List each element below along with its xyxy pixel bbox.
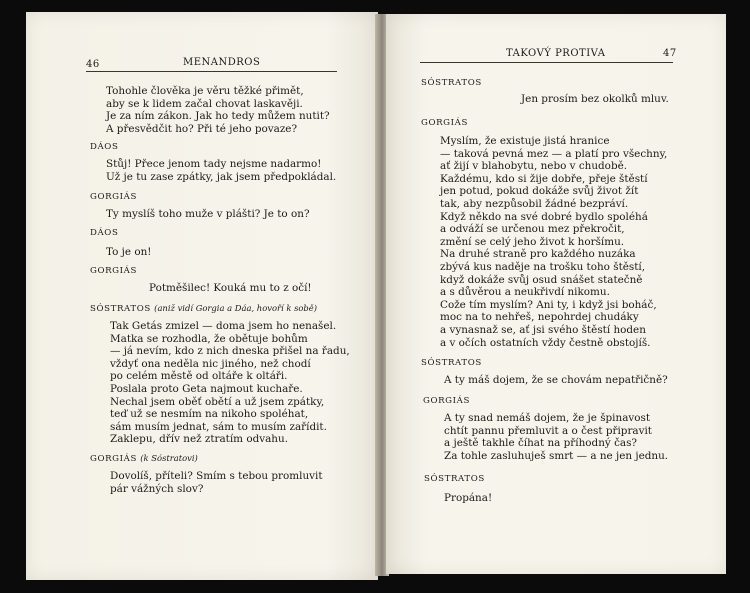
left-speech-1 (106, 85, 330, 135)
speaker-label: SÓSTRATOS (421, 78, 482, 88)
text-line: Poslala proto Geta najmout kuchaře. (110, 382, 303, 395)
speaker-label: DÁOS (90, 142, 119, 152)
speaker-label: SÓSTRATOS (421, 358, 482, 368)
text-line: Už je tu zase zpátky, jak jsem předpokládal. (106, 170, 337, 183)
text-line: a v očích ostatních vždy čestně obstojíš. (440, 336, 651, 349)
text-line: Nechal jsem oběť obětí a už jsem zpátky, (110, 395, 325, 408)
left-speech-7 (110, 470, 323, 495)
text-line: a s důvěrou a neukřivdí nikomu. (440, 286, 610, 299)
text-line: teď už se nesmím na nikoho spoléhat, (110, 408, 309, 421)
text-line: Tak Getás zmizel — doma jsem ho nenašel. (110, 320, 337, 332)
speaker-label (90, 453, 198, 464)
stage-direction: (k Sóstratovi) (140, 453, 198, 463)
right-speech-4 (444, 412, 668, 462)
left-speech-4 (106, 246, 151, 259)
speaker-name: GORGIÁS (90, 454, 137, 464)
right-speech-2 (440, 135, 667, 349)
speaker-label: SÓSTRATOS (424, 474, 485, 484)
text-line: Propána! (444, 492, 493, 504)
right-page-number: 47 (663, 48, 677, 59)
left-speech-3 (106, 208, 310, 221)
text-line: A ty snad nemáš dojem, že je špinavost (444, 412, 651, 424)
text-line: Když někdo na své dobré bydlo spoléhá (440, 210, 648, 223)
text-line: Je za ním zákon. Jak ho tedy můžem nutit? (106, 110, 330, 123)
text-line: chtít pannu přemluvit a o čest připravit (444, 424, 652, 437)
text-line: ať žijí v blahobytu, nebo v chudobě. (440, 160, 628, 173)
text-line: Stůj! Přece jenom tady nejsme nadarmo! (106, 158, 322, 170)
left-running-head: MENANDROS (183, 57, 261, 68)
text-line: A přesvědčit ho? Při té jeho povaze? (106, 122, 298, 135)
left-speech-6 (110, 320, 350, 446)
speaker-name: SÓSTRATOS (90, 304, 151, 314)
right-running-head: TAKOVÝ PROTIVA (506, 48, 606, 59)
speaker-label: GORGIÁS (421, 118, 468, 128)
text-line: moc na to nehřeš, nepohrdej chudáky (440, 311, 639, 324)
right-speech-5 (444, 492, 492, 505)
text-line: Každému, kdo si žije dobře, přeje štěstí (440, 172, 648, 185)
text-line: Potměšilec! Kouká mu to z očí! (149, 282, 312, 294)
left-speech-5 (149, 282, 312, 295)
text-line: Cože tím myslím? Ani ty, i když jsi boháč, (440, 298, 657, 311)
right-header-rule (420, 62, 673, 63)
text-line: Ty myslíš toho muže v plášti? Je to on? (106, 208, 310, 220)
text-line: Myslím, že existuje jistá hranice (440, 135, 610, 147)
stage-direction: (aniž vidí Gorgia a Dáa, hovoří k sobě) (154, 303, 318, 313)
text-line: Dovolíš, příteli? Smím s tebou promluvit (110, 470, 323, 482)
left-header-rule (86, 71, 337, 72)
speaker-label: DÁOS (90, 228, 119, 238)
text-line: jen potud, pokud dokáže svůj život žít (440, 185, 639, 198)
text-line: — já nevím, kdo z nich dneska přišel na řadu, (110, 345, 350, 358)
text-line: vždyť ona neděla nic jiného, než chodí (110, 357, 311, 370)
text-line: Jen prosím bez okolků mluv. (521, 93, 669, 105)
speaker-label: GORGIÁS (423, 396, 470, 406)
text-line: a odváží se určenou mez překročit, (440, 223, 625, 236)
speaker-label: GORGIÁS (90, 266, 137, 276)
text-line: Matka se rozhodla, že obětuje bohům (110, 332, 308, 345)
left-page-number: 46 (86, 59, 100, 70)
text-line: a vynasnaž se, ať jsi svého štěstí hoden (440, 323, 646, 336)
right-speech-3 (444, 374, 668, 387)
right-speech-1 (521, 93, 669, 106)
text-line: změní se celý jeho život k horšímu. (440, 235, 625, 248)
text-line: sám musím jednat, sám to musím zařídit. (110, 420, 327, 433)
text-line: A ty máš dojem, že se chovám nepatřičně? (444, 374, 668, 386)
text-line: pár vážných slov? (110, 482, 204, 495)
text-line: Zaklepu, dřív než ztratím odvahu. (110, 433, 288, 446)
text-line: aby se k lidem začal chovat laskavěji. (106, 97, 303, 110)
text-line: To je on! (106, 246, 152, 258)
text-line: Na druhé straně pro každého nuzáka (440, 248, 636, 261)
text-line: Za tohle zasluhuješ smrt — a ne jen jednu. (444, 449, 669, 462)
left-speech-2 (106, 158, 336, 183)
text-line: a ještě takhle číhat na příhodný čas? (444, 437, 637, 450)
speaker-label (90, 303, 317, 314)
speaker-label: GORGIÁS (90, 192, 137, 202)
text-line: zbývá kus naděje na trošku toho štěstí, (440, 260, 646, 273)
text-line: Tohohle člověka je věru těžké přimět, (106, 85, 304, 97)
text-line: — taková pevná mez — a platí pro všechny, (440, 147, 668, 160)
text-line: tak, aby nezpůsobil žádné bezpráví. (440, 197, 629, 210)
text-line: když dokáže svůj osud snášet statečně (440, 273, 643, 286)
text-line: po celém městě od oltáře k oltáři. (110, 370, 288, 383)
